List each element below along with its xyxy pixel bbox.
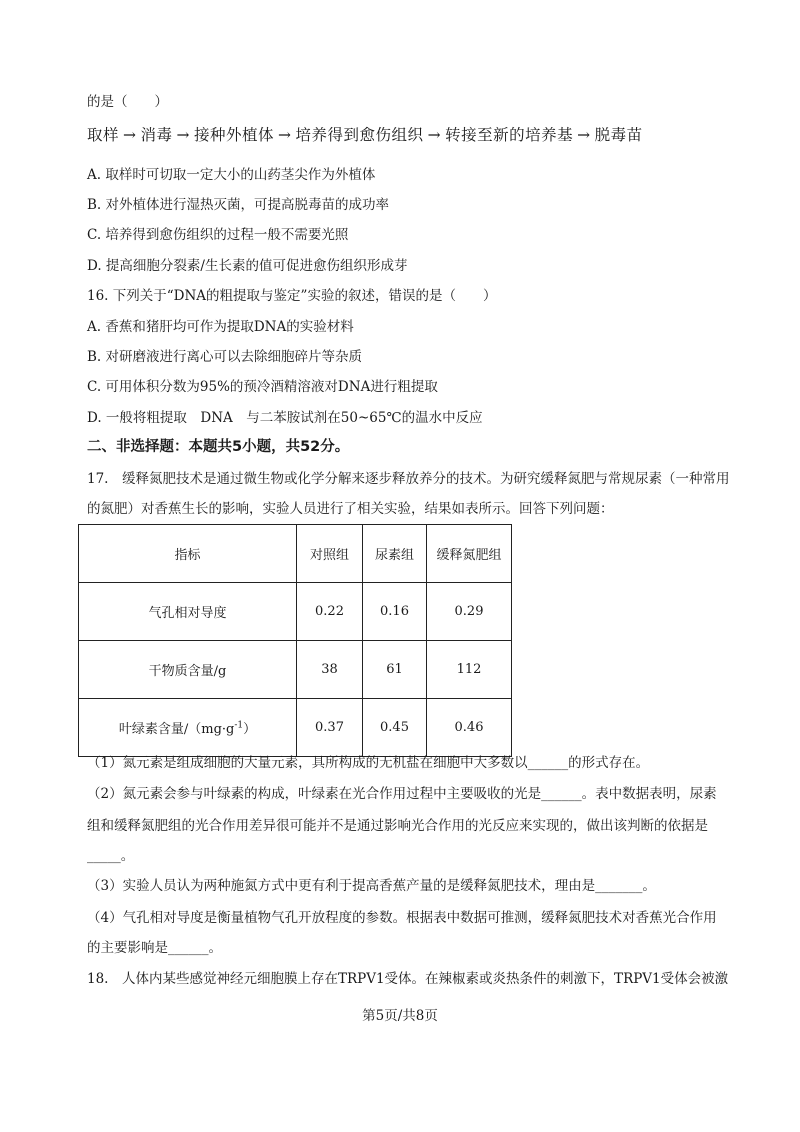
table-row: [79, 699, 512, 757]
table-cell: 干物质含量/g: [79, 641, 297, 699]
table-header-cell: 缓释氮肥组: [427, 525, 512, 583]
results-table: [78, 524, 512, 757]
right-arrow-icon: →: [278, 126, 292, 144]
table-cell: 0.22: [297, 583, 363, 641]
table-header-row: [79, 525, 512, 583]
table-row: [79, 641, 512, 699]
table-cell: 61: [363, 641, 427, 699]
q15-option-c: C. 培养得到愈伤组织的过程一般不需要光照: [87, 227, 349, 243]
right-arrow-icon: →: [123, 126, 137, 144]
table-header-cell: 指标: [79, 525, 297, 583]
table-header-cell: 尿素组: [363, 525, 427, 583]
right-arrow-icon: →: [427, 126, 442, 144]
q15-option-a: A. 取样时可切取一定大小的山药茎尖作为外植体: [87, 167, 376, 183]
q17-intro-line-1: 17. 缓释氮肥技术是通过微生物或化学分解来逐步释放养分的技术。为研究缓释氮肥与常规尿素（一种常用: [87, 471, 730, 487]
table-header-cell: 对照组: [297, 525, 363, 583]
flow-step-2: 消毒: [140, 126, 173, 144]
q15-option-b: B. 对外植体进行湿热灭菌，可提高脱毒苗的成功率: [87, 197, 390, 213]
q17-sub2-line-2: 组和缓释氮肥组的光合作用差异很可能并不是通过影响光合作用的光反应来实现的，做出该判断的依据是: [87, 818, 708, 834]
right-arrow-icon: →: [577, 126, 591, 144]
flow-step-4: 培养得到愈伤组织: [295, 126, 424, 144]
table-cell: 112: [427, 641, 512, 699]
q17-sub1: （1）氮元素是组成细胞的大量元素，具所构成的无机盐在细胞中大多数以______的形式存在。: [87, 755, 650, 771]
q17-sub3: （3）实验人员认为两种施氮方式中更有利于提高香蕉产量的是缓释氮肥技术，理由是_______。: [87, 878, 656, 894]
q17-sub2-line-3: _____。: [87, 848, 135, 864]
table-cell: 0.37: [297, 699, 363, 757]
q16-option-a: A. 香蕉和猪肝均可作为提取DNA的实验材料: [87, 319, 354, 335]
flow-step-3: 接种外植体: [194, 126, 275, 144]
q17-sub4-line-2: 的主要影响是______。: [87, 940, 222, 956]
table-cell: 0.45: [363, 699, 427, 757]
table-cell: 0.16: [363, 583, 427, 641]
chlorophyll-label: 叶绿素含量/（mg·g: [118, 722, 235, 737]
table-cell: 0.46: [427, 699, 512, 757]
q16-option-b: B. 对研磨液进行离心可以去除细胞碎片等杂质: [87, 349, 363, 365]
flow-step-6: 脱毒苗: [594, 126, 643, 144]
q17-sub4-line-1: （4）气孔相对导度是衡量植物气孔开放程度的参数。根据表中数据可推测，缓释氮肥技术对香蕉光合作用: [87, 910, 717, 926]
q18-intro: 18. 人体内某些感觉神经元细胞膜上存在TRPV1受体。在辣椒素或炎热条件的刺激下，TRPV1受体会被激: [87, 971, 729, 987]
flow-step-5: 转接至新的培养基: [445, 126, 574, 144]
q16-option-c: C. 可用体积分数为95%的预冷酒精溶液对DNA进行粗提取: [87, 379, 438, 395]
unit-close: ）: [243, 722, 257, 737]
q15-option-d: D. 提高细胞分裂素/生长素的值可促进愈伤组织形成芽: [87, 258, 408, 274]
table-row: [79, 583, 512, 641]
q16-stem: 16. 下列关于“DNA的粗提取与鉴定”实验的叙述，错误的是（ ）: [87, 288, 497, 304]
q15-flow: [87, 125, 643, 145]
section-heading: 二、非选择题：本题共5小题，共52分。: [87, 439, 350, 455]
page-footer: 第5页/共8页: [362, 1008, 438, 1024]
q15-stem-tail: 的是（ ）: [87, 94, 168, 110]
q17-sub2-line-1: （2）氮元素会参与叶绿素的构成，叶绿素在光合作用过程中主要吸收的光是______。表中数据表明，尿素: [87, 786, 717, 802]
unit-superscript: -1: [234, 720, 244, 731]
table-cell: 气孔相对导度: [79, 583, 297, 641]
table-cell: 38: [297, 641, 363, 699]
flow-step-1: 取样: [87, 126, 120, 144]
q16-option-d: D. 一般将粗提取 DNA 与二苯胺试剂在50~65℃的温水中反应: [87, 410, 483, 426]
table-cell: [79, 699, 297, 757]
q17-intro-line-2: 的氮肥）对香蕉生长的影响，实验人员进行了相关实验，结果如表所示。回答下列问题：: [87, 501, 614, 517]
table-cell: 0.29: [427, 583, 512, 641]
right-arrow-icon: →: [176, 126, 191, 144]
